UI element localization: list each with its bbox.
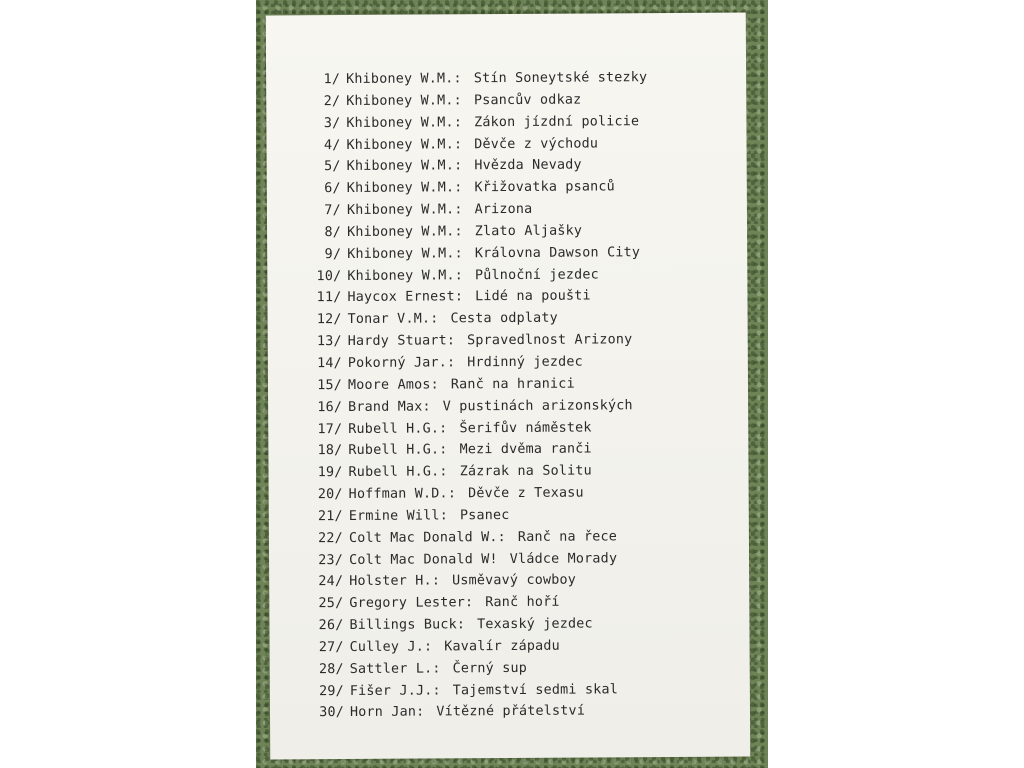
list-item	[307, 242, 648, 266]
item-title: Psancův odkaz	[473, 92, 582, 109]
item-author: Moore Amos:	[347, 377, 439, 393]
item-number: 11/	[316, 290, 342, 306]
item-author: Colt Mac Donald W!	[349, 551, 498, 568]
item-author: Khiboney W.M.:	[346, 136, 463, 153]
item-number: 5/	[324, 159, 341, 175]
list-item	[306, 67, 647, 91]
item-number: 17/	[317, 421, 343, 437]
item-author: Billings Buck:	[349, 617, 466, 634]
item-author: Khiboney W.M.:	[347, 246, 463, 262]
item-author: Khiboney W.M.:	[346, 158, 463, 175]
item-title: Královna Dawson City	[474, 244, 641, 261]
item-number: 9/	[324, 246, 342, 262]
item-author: Sattler L.:	[349, 661, 441, 677]
item-number: 19/	[317, 465, 343, 481]
item-title: Stín Soneytské stezky	[473, 70, 648, 87]
list-item	[307, 155, 648, 179]
item-author: Khiboney W.M.:	[347, 267, 464, 284]
item-title: Spravedlnost Arizony	[467, 332, 633, 349]
item-number: 28/	[318, 661, 344, 677]
item-author: Hardy Stuart:	[347, 333, 456, 350]
item-title: Zlato Aljašky	[474, 223, 583, 240]
item-author: Gregory Lester:	[349, 595, 474, 612]
list-item	[309, 526, 650, 550]
item-number: 29/	[319, 683, 344, 699]
item-author: Haycox Ernest:	[347, 289, 464, 306]
item-title: Arizona	[474, 201, 533, 218]
item-author: Hoffman W.D.:	[348, 486, 457, 503]
item-number: 7/	[324, 203, 341, 219]
item-title: Zákon jízdní policie	[474, 113, 640, 130]
item-author: Khiboney W.M.:	[346, 71, 462, 87]
list-item	[308, 329, 649, 353]
item-title: V pustinách arizonských	[442, 397, 633, 415]
book-list	[306, 67, 651, 724]
item-number: 3/	[323, 115, 341, 131]
item-author: Holster H.:	[349, 573, 441, 590]
item-number: 6/	[324, 181, 341, 197]
list-item	[309, 591, 650, 615]
item-number: 20/	[317, 487, 343, 503]
item-author: Fišer J.J.:	[349, 683, 441, 699]
item-title: Ranč na hranici	[450, 376, 575, 393]
item-title: Hvězda Nevady	[474, 157, 582, 174]
item-title: Děvče z východu	[474, 135, 599, 152]
item-author: Culley J.:	[349, 639, 433, 655]
item-title: Kavalír západu	[444, 638, 560, 655]
item-title: Lidé na poušti	[475, 288, 591, 305]
item-author: Khiboney W.M.:	[346, 202, 463, 219]
item-number: 30/	[319, 705, 345, 721]
item-author: Khiboney W.M.:	[346, 180, 463, 197]
item-author: Rubell H.G.:	[348, 420, 448, 437]
list-item	[307, 176, 648, 200]
item-number: 15/	[317, 377, 343, 393]
list-item	[310, 679, 651, 703]
item-number: 13/	[316, 334, 342, 350]
list-item	[310, 635, 651, 659]
item-title: Půlnoční jezdec	[474, 267, 599, 283]
item-title: Vládce Morady	[509, 550, 618, 567]
item-title: Mezi dvěma ranči	[459, 441, 592, 458]
list-item	[308, 438, 649, 462]
list-item	[309, 548, 650, 572]
item-title: Usměvavý cowboy	[452, 572, 577, 589]
item-title: Křižovatka psanců	[474, 179, 615, 196]
item-author: Khiboney W.M.:	[347, 224, 463, 240]
list-item	[308, 395, 649, 419]
item-title: Texaský jezdec	[477, 616, 593, 633]
item-number: 25/	[318, 596, 344, 612]
list-item	[308, 373, 649, 397]
list-item	[310, 701, 651, 725]
item-number: 24/	[318, 574, 344, 590]
item-title: Černý sup	[452, 660, 528, 677]
item-author: Pokorný Jar.:	[347, 355, 456, 371]
item-author: Rubell H.G.:	[348, 442, 448, 459]
item-title: Cesta odplaty	[450, 310, 558, 327]
item-number: 1/	[323, 72, 341, 88]
item-number: 16/	[317, 399, 343, 415]
item-author: Ermine Will:	[348, 508, 448, 524]
list-item	[307, 286, 648, 310]
list-item	[308, 460, 649, 484]
list-item	[310, 657, 651, 681]
list-item	[306, 111, 647, 135]
item-number: 4/	[323, 137, 341, 153]
item-author: Brand Max:	[348, 399, 431, 415]
item-number: 10/	[316, 268, 342, 284]
item-title: Vítězné přátelství	[436, 704, 586, 720]
item-number: 12/	[316, 312, 342, 328]
item-author: Rubell H.G.:	[348, 464, 448, 481]
item-title: Šerifův náměstek	[459, 419, 592, 436]
item-author: Khiboney W.M.:	[346, 93, 462, 109]
item-number: 21/	[317, 508, 343, 525]
item-title: Psanec	[459, 507, 510, 524]
list-item	[309, 570, 650, 594]
item-title: Ranč na řece	[517, 529, 618, 545]
item-number: 8/	[324, 224, 342, 241]
item-number: 22/	[318, 530, 343, 546]
item-author: Khiboney W.M.:	[346, 114, 463, 131]
item-author: Tonar V.M.:	[347, 311, 439, 328]
item-number: 23/	[318, 552, 344, 568]
item-title: Zázrak na Solitu	[459, 463, 592, 480]
typed-sheet	[266, 13, 751, 760]
item-number: 2/	[323, 93, 341, 109]
list-item	[308, 307, 649, 331]
list-item	[309, 482, 650, 506]
list-item	[307, 264, 648, 288]
item-title: Ranč hoří	[485, 594, 560, 611]
item-title: Děvče z Texasu	[468, 485, 584, 502]
list-item	[306, 89, 647, 113]
item-title: Tajemství sedmi skal	[452, 681, 619, 698]
item-author: Horn Jan:	[349, 704, 425, 721]
list-item	[309, 504, 650, 528]
item-number: 18/	[317, 443, 343, 459]
list-item	[308, 417, 649, 441]
list-item	[308, 351, 649, 375]
item-number: 26/	[318, 618, 344, 634]
item-title: Hrdinný jezdec	[467, 354, 583, 371]
list-item	[306, 133, 647, 157]
list-item	[307, 198, 648, 222]
list-item	[309, 613, 650, 637]
list-item	[307, 220, 648, 244]
item-number: 27/	[318, 639, 344, 656]
item-author: Colt Mac Donald W.:	[348, 529, 506, 546]
item-number: 14/	[317, 355, 342, 372]
